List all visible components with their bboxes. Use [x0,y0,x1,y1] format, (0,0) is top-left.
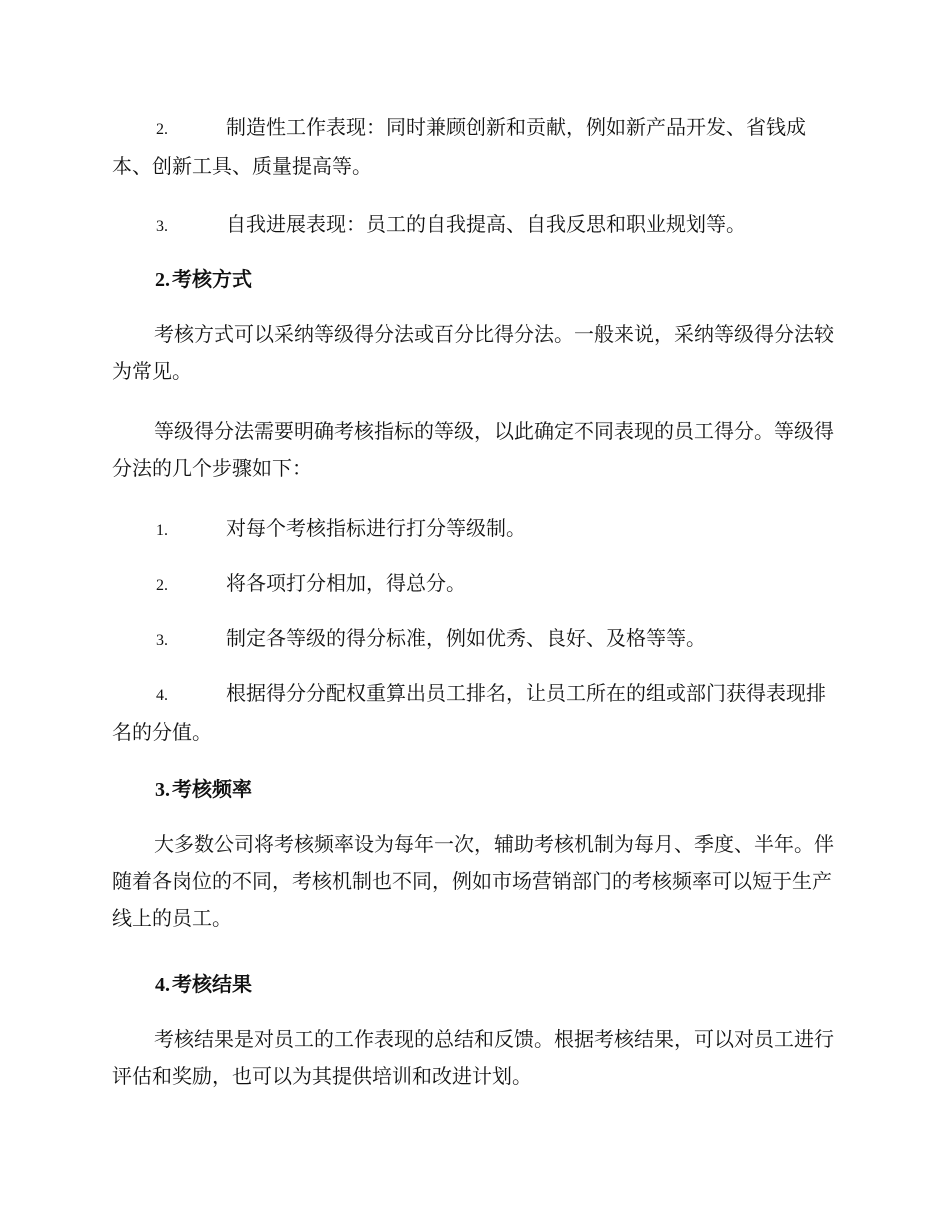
list-item-text: 对每个考核指标进行打分等级制。 [226,516,526,540]
list-item-text: 将各项打分相加，得总分。 [226,571,466,595]
list-number: 1. [156,522,168,539]
list-item-creative-performance [112,109,834,185]
list-number: 3. [156,218,168,235]
list-item-step-1 [112,510,834,549]
section-number: 2. [155,269,170,291]
list-item-self-development [112,206,834,245]
list-number: 2. [156,121,168,138]
list-number: 2. [156,577,168,594]
list-number: 3. [156,632,168,649]
section-number: 4. [155,974,170,996]
paragraph-results: 考核结果是对员工的工作表现的总结和反馈。根据考核结果，可以对员工进行评估和奖励，也可以为其提供培训和改进计划。 [112,1027,834,1088]
section-heading-assessment-results [112,966,877,1004]
list-item-step-2 [112,565,834,604]
paragraph-grade-method: 等级得分法需要明确考核指标的等级，以此确定不同表现的员工得分。等级得分法的几个步骤如下： [112,419,834,480]
list-item-step-3 [112,620,834,659]
section-heading-assessment-frequency [112,771,877,809]
paragraph-method-intro: 考核方式可以采纳等级得分法或百分比得分法。一般来说，采纳等级得分法较为常见。 [112,322,834,383]
section-title: 考核方式 [172,267,252,291]
list-item-text: 制定各等级的得分标准，例如优秀、良好、及格等等。 [226,626,706,650]
list-item-step-4 [112,675,834,751]
list-item-text: 根据得分分配权重算出员工排名，让员工所在的组或部门获得表现排名的分值。 [112,681,826,744]
section-heading-assessment-method [112,261,877,299]
section-number: 3. [155,779,170,801]
list-number: 4. [156,687,168,704]
section-title: 考核结果 [172,972,252,996]
list-item-text: 制造性工作表现：同时兼顾创新和贡献，例如新产品开发、省钱成本、创新工具、质量提高等。 [112,115,806,178]
list-item-text: 自我进展表现：员工的自我提高、自我反思和职业规划等。 [226,212,746,236]
section-title: 考核频率 [172,777,252,801]
paragraph-frequency: 大多数公司将考核频率设为每年一次，辅助考核机制为每月、季度、半年。伴随着各岗位的不同，考核机制也不同，例如市场营销部门的考核频率可以短于生产线上的员工。 [112,832,834,930]
